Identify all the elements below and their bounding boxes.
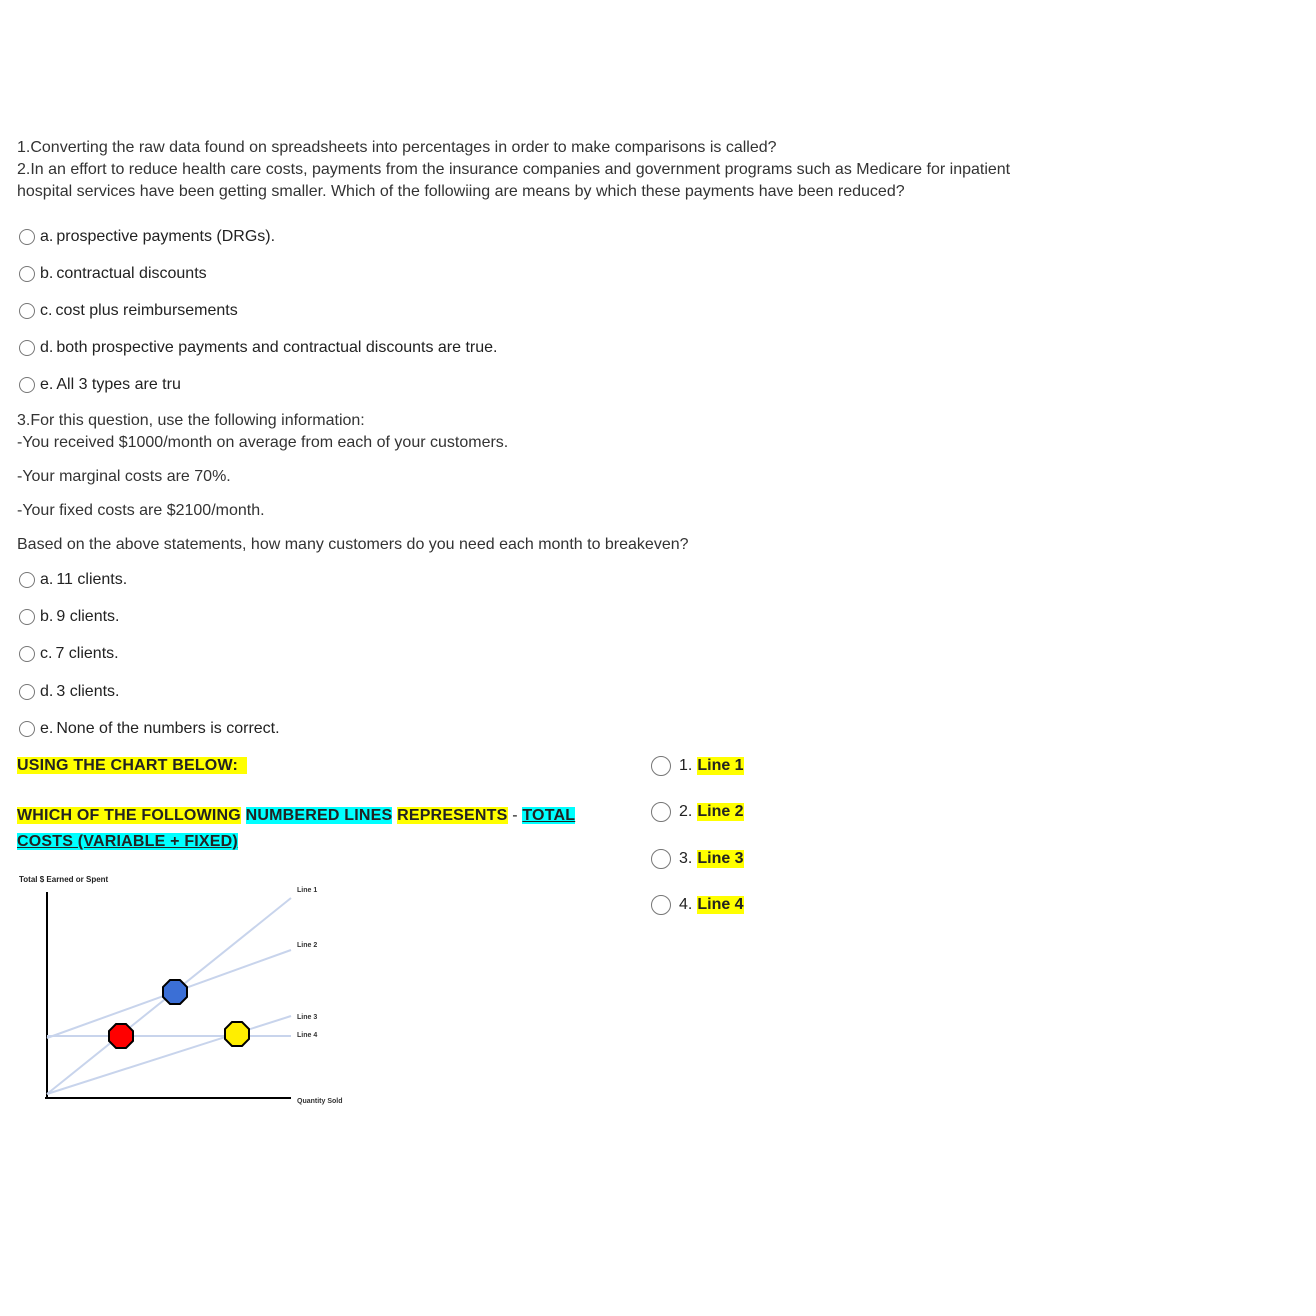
question-3-intro: 3.For this question, use the following information:: [17, 412, 365, 429]
chart-y-label: Total $ Earned or Spent: [19, 875, 109, 884]
question-3-info-2: -Your marginal costs are 70%.: [17, 468, 231, 485]
q4-option-1[interactable]: 1. Line 1: [651, 756, 744, 776]
radio-button[interactable]: [19, 229, 35, 245]
chart-prompt: WHICH OF THE FOLLOWING NUMBERED LINES REPRESENTS - TOTAL COSTS (VARIABLE + FIXED): [17, 807, 576, 850]
chart-x-label: Quantity Sold: [297, 1098, 343, 1105]
q2-option-d[interactable]: d. both prospective payments and contractual discounts are true.: [19, 339, 497, 357]
radio-button[interactable]: [19, 340, 35, 356]
radio-button[interactable]: [651, 895, 671, 915]
radio-button[interactable]: [19, 721, 35, 737]
q2-option-e[interactable]: e. All 3 types are tru: [19, 376, 181, 394]
question-2-text: 2.In an effort to reduce health care costs, payments from the insurance companies and government programs such as Medicare for inpatient hospital services have been getting smaller. Which of the followiing are means by which these payments have been reduced?: [17, 161, 1011, 200]
question-1-text: 1.Converting the raw data found on spreadsheets into percentages in order to make comparisons is called?: [17, 139, 777, 156]
q3-option-a[interactable]: a. 11 clients.: [19, 571, 127, 589]
chart-line-3: [47, 1016, 291, 1094]
radio-button[interactable]: [19, 266, 35, 282]
radio-button[interactable]: [651, 756, 671, 776]
q2-option-b[interactable]: b. contractual discounts: [19, 265, 207, 283]
q3-option-c[interactable]: c. 7 clients.: [19, 645, 119, 663]
q3-option-b[interactable]: b. 9 clients.: [19, 608, 119, 626]
radio-button[interactable]: [19, 684, 35, 700]
radio-button[interactable]: [19, 303, 35, 319]
radio-button[interactable]: [651, 849, 671, 869]
q4-option-2[interactable]: 2. Line 2: [651, 802, 744, 822]
chart-heading: USING THE CHART BELOW:: [17, 757, 247, 775]
question-3-info-3: -Your fixed costs are $2100/month.: [17, 502, 265, 519]
chart-line-1-label: Line 1: [297, 887, 318, 894]
chart-marker-yellow: [225, 1022, 249, 1046]
question-3-info-1: -You received $1000/month on average from each of your customers.: [17, 434, 509, 451]
q4-option-4[interactable]: 4. Line 4: [651, 895, 744, 915]
chart-line-3-label: Line 3: [297, 1014, 318, 1021]
q2-option-a[interactable]: a. prospective payments (DRGs).: [19, 228, 275, 246]
radio-button[interactable]: [19, 377, 35, 393]
cost-chart: [17, 872, 357, 1107]
radio-button[interactable]: [19, 646, 35, 662]
q2-option-c[interactable]: c. cost plus reimbursements: [19, 302, 238, 320]
q3-option-d[interactable]: d. 3 clients.: [19, 683, 119, 701]
chart-line-2-label: Line 2: [297, 942, 318, 949]
chart-marker-blue: [163, 980, 187, 1004]
radio-button[interactable]: [651, 802, 671, 822]
q4-option-3[interactable]: 3. Line 3: [651, 849, 744, 869]
chart-marker-red: [109, 1024, 133, 1048]
question-3-text: Based on the above statements, how many customers do you need each month to breakeven?: [17, 536, 689, 553]
q3-option-e[interactable]: e. None of the numbers is correct.: [19, 720, 280, 738]
radio-button[interactable]: [19, 572, 35, 588]
radio-button[interactable]: [19, 609, 35, 625]
chart-line-4-label: Line 4: [297, 1032, 318, 1039]
